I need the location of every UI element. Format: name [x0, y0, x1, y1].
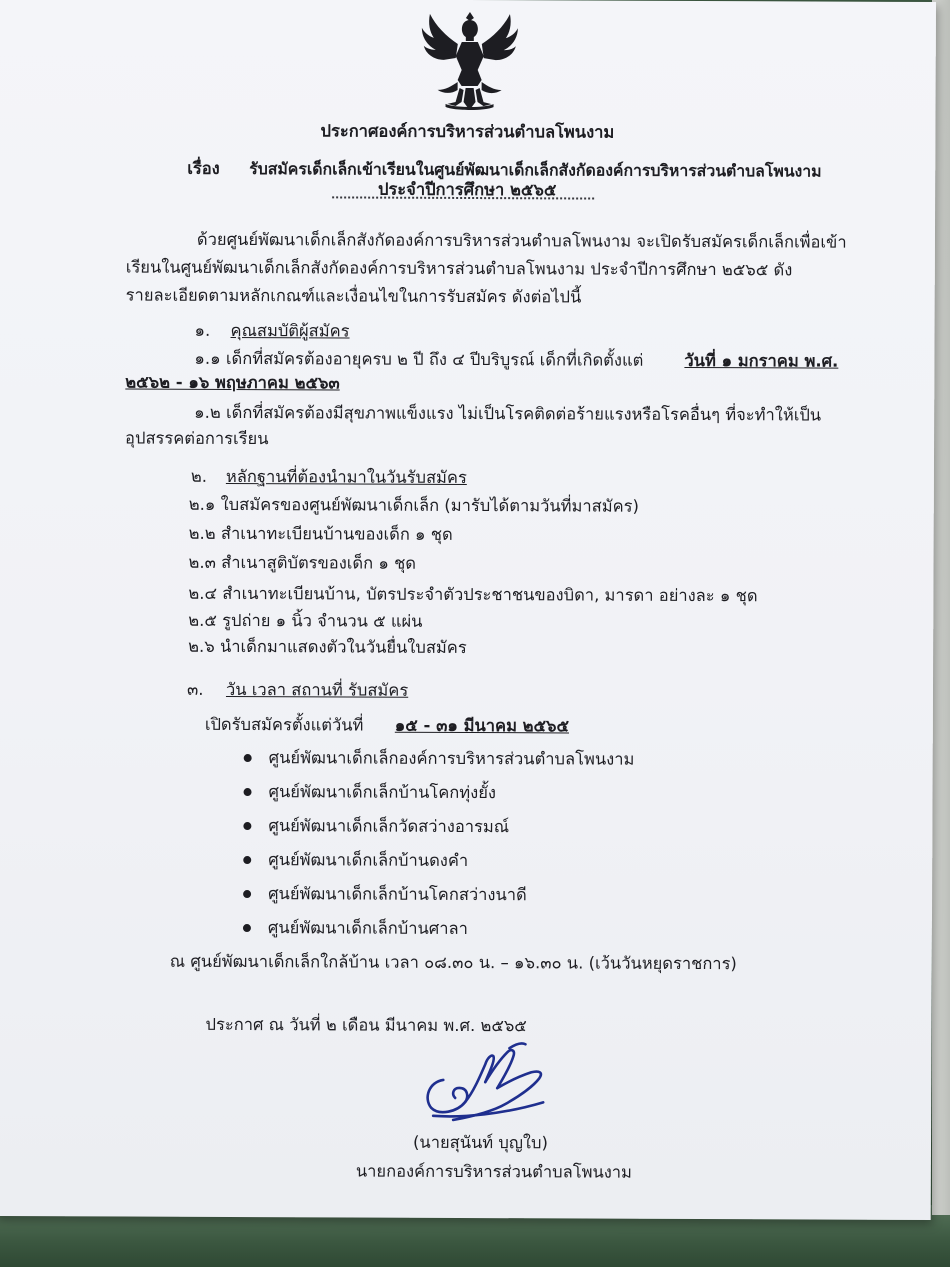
announcement-date: ประกาศ ณ วันที่ ๒ เดือน มีนาคม พ.ศ. ๒๕๖๕	[205, 1014, 527, 1036]
signature-image	[413, 1038, 583, 1129]
center-list-item: ศูนย์พัฒนาเด็กเล็กบ้านดงคำ	[268, 850, 469, 871]
section-3-number: ๓.	[186, 679, 204, 699]
center-list-item: ศูนย์พัฒนาเด็กเล็กบ้านโคกทุ่งยั้ง	[268, 782, 496, 803]
section-2-heading: หลักฐานที่ต้องนำมาในวันรับสมัคร	[225, 466, 467, 487]
center-list-item: ศูนย์พัฒนาเด็กเล็กองค์การบริหารส่วนตำบลโพนงาม	[268, 748, 635, 769]
academic-year-line: ประจำปีการศึกษา ๒๕๖๕	[377, 179, 557, 200]
subject-text: รับสมัครเด็กเล็กเข้าเรียนในศูนย์พัฒนาเด็กเล็กสังกัดองค์การบริหารส่วนตำบลโพนงาม	[249, 159, 822, 181]
section-1-heading: คุณสมบัติผู้สมัคร	[230, 320, 350, 341]
birth-date-range-start: วันที่ ๑ มกราคม พ.ศ.	[684, 350, 839, 371]
intro-line-1: ด้วยศูนย์พัฒนาเด็กเล็กสังกัดองค์การบริหารส่วนตำบลโพนงาม จะเปิดรับสมัครเด็กเล็กเพื่อเข้า	[196, 229, 847, 252]
registration-dates: ๑๕ - ๓๑ มีนาคม ๒๕๖๕	[394, 715, 570, 736]
document-item: ๒.๑ ใบสมัครของศูนย์พัฒนาเด็กเล็ก (มารับได้ตามวันที่มาสมัคร)	[188, 494, 640, 516]
intro-line-3: รายละเอียดตามหลักเกณฑ์และเงื่อนไขในการรับสมัคร ดังต่อไปนี้	[125, 285, 582, 307]
qualification-1-1: ๑.๑ เด็กที่สมัครต้องอายุครบ ๒ ปี ถึง ๔ ปีบริบูรณ์ เด็กที่เกิดตั้งแต่	[194, 348, 644, 370]
signer-title: นายกองค์การบริหารส่วนตำบลโพนงาม	[355, 1161, 632, 1182]
announcement-title: ประกาศองค์การบริหารส่วนตำบลโพนงาม	[320, 121, 615, 142]
document-item: ๒.๓ สำเนาสูติบัตรของเด็ก ๑ ชุด	[188, 552, 417, 573]
document-item: ๒.๒ สำเนาทะเบียนบ้านของเด็ก ๑ ชุด	[188, 523, 453, 544]
registration-open-text: เปิดรับสมัครตั้งแต่วันที่	[204, 714, 364, 735]
bullet-icon	[243, 924, 251, 932]
qualification-1-2-line-1: ๑.๒ เด็กที่สมัครต้องมีสุขภาพแข็งแรง ไม่เป็นโรคติดต่อร้ายแรงหรือโรคอื่นๆ ที่จะทำให้เป็น	[194, 402, 822, 425]
garuda-emblem-icon	[417, 8, 521, 116]
section-2-number: ๒.	[190, 466, 208, 486]
registration-time-place: ณ ศูนย์พัฒนาเด็กเล็กใกล้บ้าน เวลา ๐๘.๓๐ น. – ๑๖.๓๐ น. (เว้นวันหยุดราชการ)	[169, 951, 737, 974]
dotted-divider	[332, 196, 594, 199]
birth-date-range-end: ๒๕๖๒ - ๑๖ พฤษภาคม ๒๕๖๓	[125, 372, 340, 393]
bullet-icon	[243, 890, 251, 898]
section-3-heading: วัน เวลา สถานที่ รับสมัคร	[225, 679, 409, 700]
center-list-item: ศูนย์พัฒนาเด็กเล็กวัดสว่างอารมณ์	[268, 816, 510, 837]
intro-line-2: เรียนในศูนย์พัฒนาเด็กเล็กสังกัดองค์การบริหารส่วนตำบลโพนงาม ประจำปีการศึกษา ๒๕๖๕ ดัง	[125, 257, 793, 280]
qualification-1-2-line-2: อุปสรรคต่อการเรียน	[125, 428, 269, 449]
bullet-icon	[244, 754, 252, 762]
subject-label: เรื่อง	[187, 158, 220, 178]
document-item: ๒.๕ รูปถ่าย ๑ นิ้ว จำนวน ๕ แผ่น	[188, 610, 423, 631]
bullet-icon	[243, 856, 251, 864]
document-item: ๒.๖ นำเด็กมาแสดงตัวในวันยื่นใบสมัคร	[188, 636, 467, 658]
document-item: ๒.๔ สำเนาทะเบียนบ้าน, บัตรประจำตัวประชาชนของบิดา, มารดา อย่างละ ๑ ชุด	[188, 583, 758, 606]
bullet-icon	[244, 788, 252, 796]
bullet-icon	[243, 822, 251, 830]
center-list-item: ศูนย์พัฒนาเด็กเล็กบ้านโคกสว่างนาดี	[268, 884, 527, 905]
center-list-item: ศูนย์พัฒนาเด็กเล็กบ้านศาลา	[267, 918, 468, 939]
section-1-number: ๑.	[194, 320, 211, 340]
signer-name: (นายสุนันท์ บุญใบ)	[412, 1132, 548, 1153]
